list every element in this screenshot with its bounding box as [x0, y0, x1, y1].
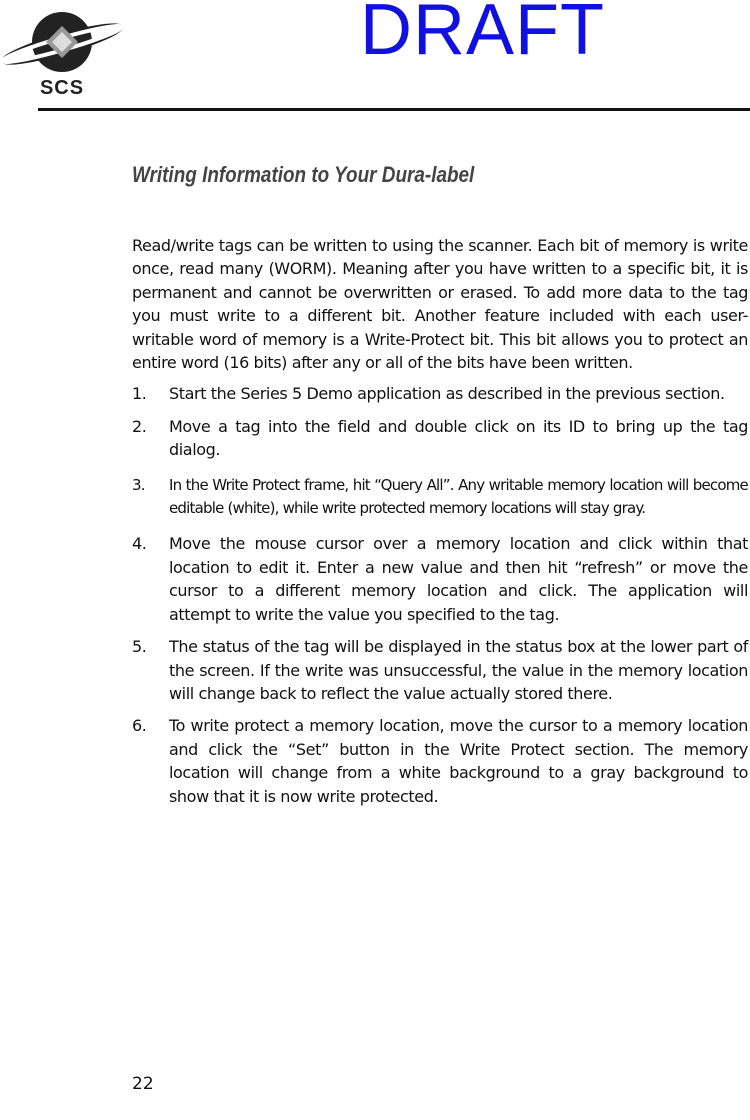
list-item [132, 415, 748, 462]
section-body [132, 234, 748, 817]
step-number: 1. [132, 384, 147, 404]
list-item [132, 635, 748, 705]
header-rule [38, 108, 750, 111]
list-item [132, 532, 748, 626]
step-number: 6. [132, 716, 147, 736]
section-title: Writing Information to Your Dura-label [132, 162, 475, 187]
step-text: Start the Series 5 Demo application as described in the previous section. [169, 384, 725, 404]
list-item [132, 714, 748, 808]
step-text: In the Write Protect frame, hit “Query All”. Any writable memory location will become editable (white), while write protected memory locations will stay gray. [169, 475, 748, 518]
steps-list [132, 382, 748, 808]
list-item [132, 382, 748, 405]
page-number: 22 [132, 1074, 154, 1094]
step-text: Move a tag into the field and double click on its ID to bring up the tag dialog. [169, 416, 748, 460]
draft-watermark: DRAFT [360, 0, 605, 70]
intro-paragraph: Read/write tags can be written to using the scanner. Each bit of memory is write once, read many (WORM). Meaning after you have written to a specific bit, it is permanent and cannot be overwritten or erased. To add more data to the tag you must write to a different bit. Another feature included with each user-writable word of memory is a Write-Protect bit. This bit allows you to protect an entire word (16 bits) after any or all of the bits have been written. [132, 236, 748, 373]
scs-logo [0, 4, 130, 96]
step-text: To write protect a memory location, move the cursor to a memory location and click the “Set” button in the Write Protect section. The memory location will change from a white background to a gray background to show that it is now write protected. [169, 716, 748, 806]
step-number: 4. [132, 534, 147, 554]
step-number: 3. [132, 475, 145, 494]
scs-logo-icon [0, 4, 130, 96]
step-text: Move the mouse cursor over a memory location and click within that location to edit it. Enter a new value and then hit “refresh” or move the cursor to a different memory location and click. The application will attempt to write the value you specified to the tag. [169, 534, 748, 624]
step-number: 2. [132, 416, 147, 436]
svg-text:SCS: SCS [39, 77, 85, 96]
step-text: The status of the tag will be displayed in the status box at the lower part of the screen. If the write was unsuccessful, the value in the memory location will change back to reflect the value actually stored there. [169, 637, 748, 703]
list-item [132, 474, 748, 521]
step-number: 5. [132, 637, 147, 657]
